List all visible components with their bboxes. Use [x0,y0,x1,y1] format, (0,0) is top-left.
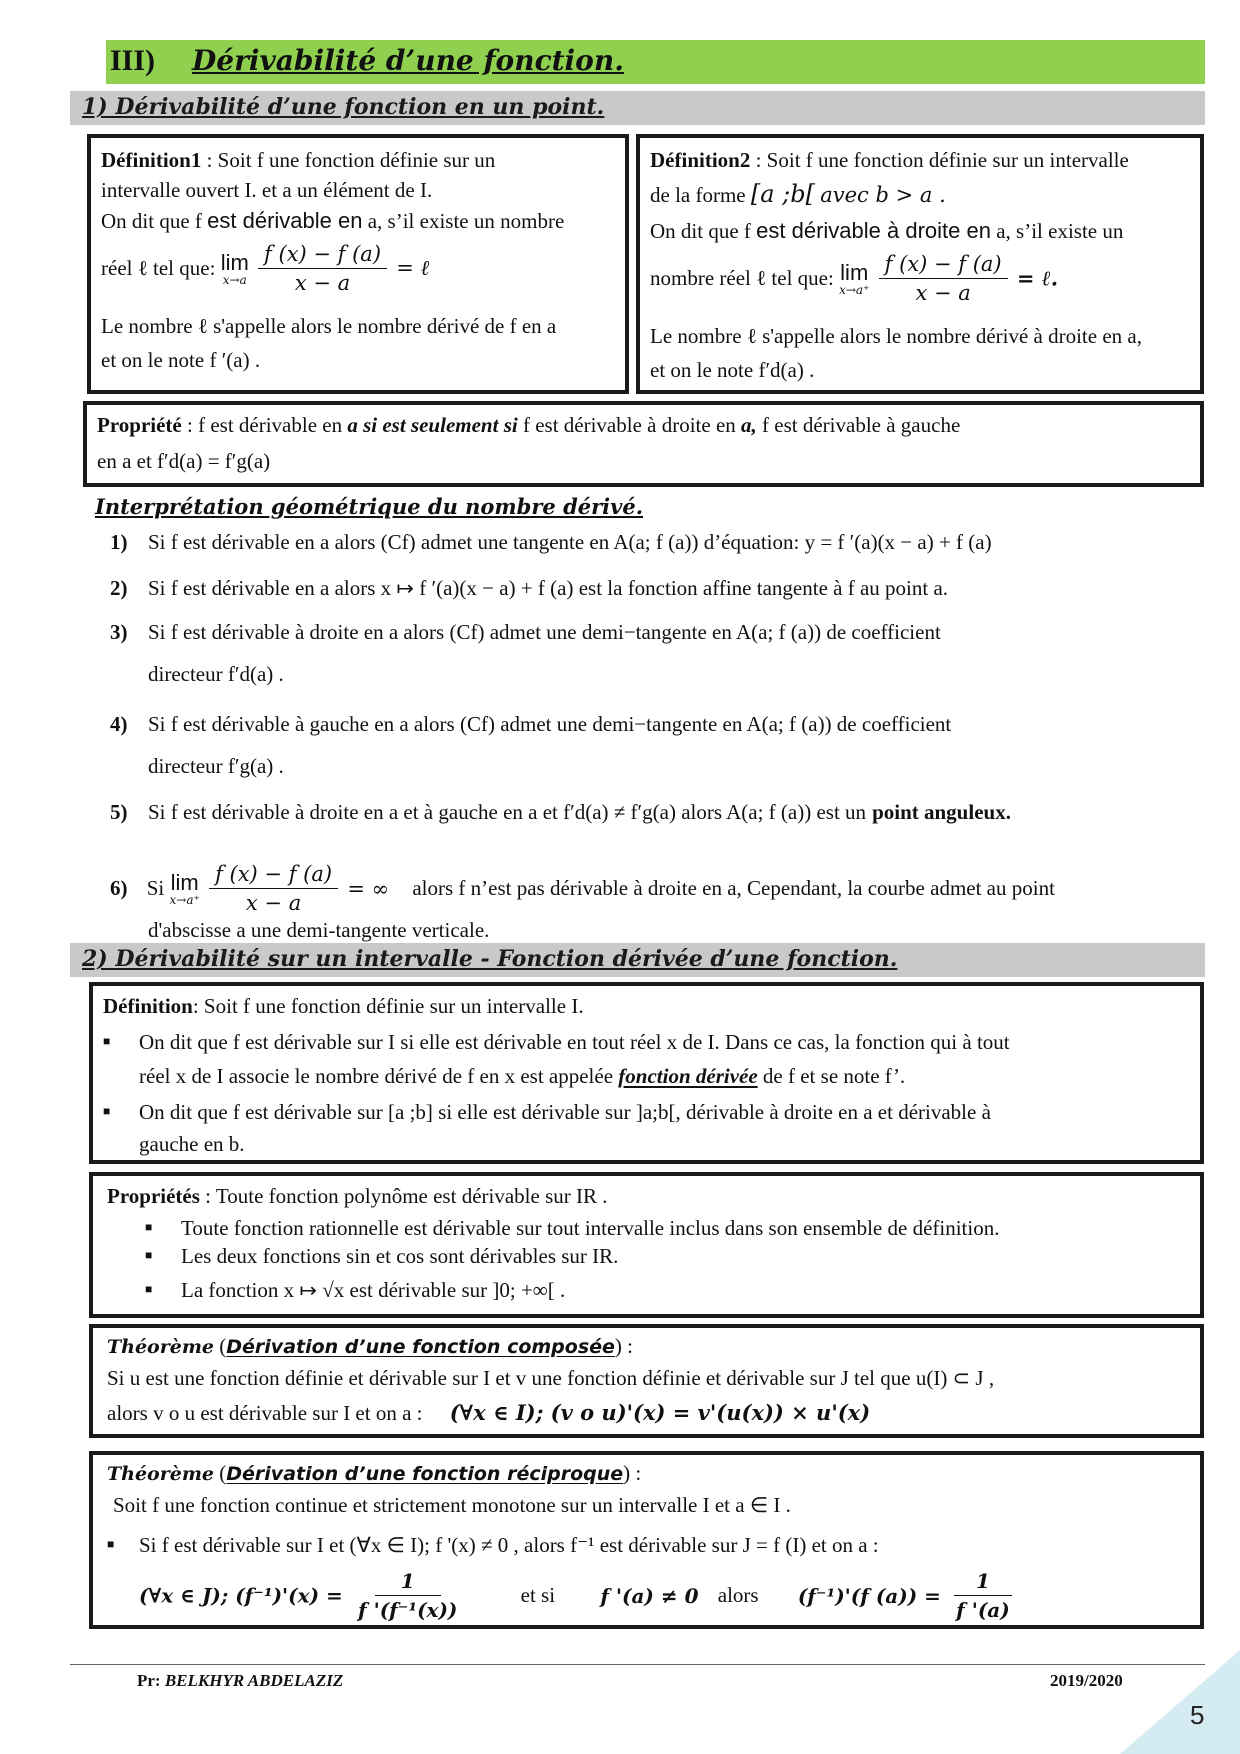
chapter-header [106,40,1205,84]
theorem-2-title: Dérivation d’une fonction réciproque [226,1463,624,1485]
page-number: 5 [1190,1700,1205,1730]
theorem-1-label: Théorème [107,1336,215,1358]
section-1-bar [70,91,1205,125]
footer-year: 2019/2020 [1050,1671,1123,1690]
item-text: directeur f′g(a) . [148,754,284,778]
interpretation-item [110,662,284,687]
property-2-bullet-3: La fonction x ↦ √x est dérivable sur ]0; +∞[ . [181,1278,566,1302]
definition-2-line-3c: a, s’il existe un [990,219,1124,243]
item-number: 5) [110,800,128,824]
theorem-2-alors: alors [717,1583,759,1607]
fraction-denominator: x − a [294,271,351,295]
definition-3-line-1: : Soit f une fonction définie sur un intervalle I. [192,994,584,1018]
definition-2-line-3b: est dérivable à droite en [756,218,991,243]
item-6-equals: = ∞ [347,876,390,901]
definition-2-line-2c: avec b > a . [820,183,946,207]
bullet-icon: ■ [103,1034,111,1048]
bullet-icon: ■ [145,1248,153,1262]
item-6-rest: alors f n’est pas dérivable à droite en a, Cependant, la courbe admet au point [412,876,1055,900]
interpretation-item [110,712,951,737]
footer-author-prefix: Pr: [137,1671,161,1690]
item-6-lim [169,869,200,907]
fraction-numerator: 1 [954,1569,1012,1596]
definition-1-line-6: et on le note f ′(a) . [101,348,261,372]
theorem-2-line-2: Si f est dérivable sur I et (∀x ∈ I); f '(x) ≠ 0 , alors f⁻¹ est dérivable sur J = f (I) et on a : [139,1533,879,1557]
theorem-1-box: Théorème (Dérivation d’une fonction composée) : Si u est une fonction définie et dérivable sur I et v une fonction définie et dérivable sur J tel que u(I) ⊂ J , alors v o u est dérivable sur I et on a : (∀x ∈ I); (v o u)'(x) = v'(u(x)) × u'(x) [89,1324,1204,1438]
property-1-line-1d: a, [741,413,757,437]
lim-subscript: x→a⁺ [839,282,870,297]
definition-1-label: Définition1 [101,148,202,172]
definition-2-interval: [a ;b[ [750,180,815,208]
chapter-title: Dérivabilité d’une fonction. [192,44,624,77]
fraction-denominator: f '(a) [956,1598,1010,1622]
interpretation-item [110,530,992,555]
item-text: Si f est dérivable à droite en a et à gauche en a et f′d(a) ≠ f′g(a) alors A(a; f (a)) est un [148,800,867,824]
item-6-number: 6) [110,876,128,900]
theorem-2-fraction-1 [352,1569,463,1622]
item-text: directeur f′d(a) . [148,662,284,686]
definition-1-line-1: : Soit f une fonction définie sur un [206,148,496,172]
item-number: 2) [110,576,128,600]
item-text: Si f est dérivable à droite en a alors (Cf) admet une demi−tangente en A(a; f (a)) de coefficient [148,620,941,644]
fraction-denominator: x − a [245,891,302,915]
footer-author: BELKHYR ABDELAZIZ [164,1671,344,1690]
lim-label: lim [170,869,199,895]
interpretation-item [110,800,866,825]
bullet-icon: ■ [145,1282,153,1296]
definition-2-line-2a: de la forme [650,183,746,207]
theorem-2-fraction-2 [950,1569,1016,1622]
fraction-denominator: f '(f⁻¹(x)) [358,1598,458,1622]
definition-1-line-4: réel ℓ tel que: [101,256,216,280]
fraction-numerator: f (x) − f (a) [879,252,1008,279]
property-1-line-1e: f est dérivable à gauche [762,413,961,437]
definition-1-line-3c: a, s’il existe un nombre [362,209,565,233]
theorem-2-box: Théorème (Dérivation d’une fonction réciproque) : Soit f une fonction continue et strictement monotone sur un intervalle I et a ∈ I . ■ Si f est dérivable sur I et (∀x ∈ I); f '(x) ≠ 0 , alors f⁻¹ est dérivable sur J = f (I) et on a : (∀x ∈ J); (f⁻¹)'(x) = $\frac{1}{\text{f '(f⁻¹(x))}}$ et si f '(a) ≠ 0 alors (f⁻¹)'(f (a)) = $\frac{1}{f '(a)}$ [89,1451,1204,1629]
property-1-line-1a: : f est dérivable en [187,413,343,437]
definition-2-fraction [879,252,1008,305]
definition-1-equals: = ℓ [396,256,430,280]
interpretation-item [110,754,284,779]
item-number: 4) [110,712,128,736]
section-2-bar [70,943,1205,977]
definition-3-bullet-1-line-1: On dit que f est dérivable sur I si elle est dérivable en tout réel x de I. Dans ce cas, la fonction qui à tout [139,1030,1010,1054]
definition-1-line-2: intervalle ouvert I. et a un élément de I. [101,178,433,202]
theorem-1-line-1: Si u est une fonction définie et dérivable sur I et v une fonction définie et dérivable sur J tel que u(I) ⊂ J , [107,1366,995,1390]
definition-3-box [89,982,1204,1164]
property-1-line-1c: f est dérivable à droite en [522,413,736,437]
footer-rule [70,1664,1205,1665]
item-text: Si f est dérivable à gauche en a alors (Cf) admet une demi−tangente en A(a; f (a)) de coefficient [148,712,952,736]
item-number: 1) [110,530,128,554]
definition-1-fraction [258,242,387,295]
definition-1-line-5: Le nombre ℓ s'appelle alors le nombre dérivé de f en a [101,314,557,338]
property-2-bullet-2: Les deux fonctions sin et cos sont dérivables sur IR. [181,1244,619,1268]
definition-2-line-5: Le nombre ℓ s'appelle alors le nombre dérivé à droite en a, [650,324,1142,348]
item-text: Si f est dérivable en a alors (Cf) admet une tangente en A(a; f (a)) d’équation: y = f ′(a)(x − a) + f (a) [148,530,992,554]
definition-1-line-3a: On dit que f [101,209,208,233]
item-6-si: Si [146,876,165,900]
property-2-bullet-1: Toute fonction rationnelle est dérivable sur tout intervalle inclus dans son ensemble de définition. [181,1216,1000,1240]
page-corner-shape [1120,1650,1240,1754]
definition-2-equals: = ℓ. [1016,265,1059,291]
definition-2-line-6: et on le note f′d(a) . [650,358,815,382]
interpretation-item [110,620,941,645]
item-number: 3) [110,620,128,644]
property-1-line-2: en a et f′d(a) = f′g(a) [97,449,271,473]
definition-3-bullet-1-line-2a: réel x de I associe le nombre dérivé de f en x est appelée [139,1064,614,1088]
definition-2-lim [839,259,870,297]
theorem-2-condition: f '(a) ≠ 0 [600,1583,699,1608]
theorem-2-et-si: et si [520,1583,556,1607]
definition-2-line-4: nombre réel ℓ tel que: [650,266,834,290]
interpretation-item [110,576,948,601]
definition-2-line-1: : Soit f une fonction définie sur un intervalle [755,148,1129,172]
theorem-2-formula-2: (f⁻¹)'(f (a)) = [797,1583,941,1608]
interpretation-item [872,800,1011,825]
lim-label: lim [840,259,869,285]
lim-label: lim [220,249,249,275]
theorem-2-label: Théorème [107,1463,215,1485]
lim-subscript: x→a⁺ [169,892,200,907]
bullet-icon: ■ [145,1220,153,1234]
section-1-title: 1) Dérivabilité d’une fonction en un point. [82,94,605,120]
theorem-2-line-1: Soit f une fonction continue et strictement monotone sur un intervalle I et a ∈ I . [113,1493,791,1517]
property-1-label: Propriété [97,413,182,437]
property-1-box [83,401,1204,487]
property-1-line-1b: a si est seulement si [347,413,518,437]
bullet-icon: ■ [103,1104,111,1118]
fraction-numerator: 1 [375,1569,441,1596]
item-text: Si f est dérivable en a alors x ↦ f ′(a)(x − a) + f (a) est la fonction affine tangente à f au point a. [148,576,949,600]
definition-1-line-3b: est dérivable en [207,208,363,233]
property-2-box [89,1172,1204,1318]
definition-3-bullet-2-line-1: On dit que f est dérivable sur [a ;b] si elle est dérivable sur ]a;b[, dérivable à droite en a et dérivable à [139,1100,991,1124]
definition-3-bullet-1-line-2c: de f et se note f’. [762,1064,906,1088]
item-6-line-2: d'abscisse a une demi-tangente verticale. [148,918,490,942]
definition-1-lim [220,249,249,287]
theorem-1-line-2a: alors v o u est dérivable sur I et on a : [107,1401,423,1425]
definition-3-derived-function: fonction dérivée [618,1064,758,1088]
fraction-numerator: f (x) − f (a) [209,862,338,889]
bullet-icon: ■ [107,1537,115,1551]
property-2-line-1: : Toute fonction polynôme est dérivable sur IR . [205,1184,608,1208]
theorem-1-formula: (∀x ∈ I); (v o u)'(x) = v'(u(x)) × u'(x) [449,1400,871,1425]
item-text: point anguleux. [872,800,1011,824]
definition-2-label: Définition2 [650,148,751,172]
item-6-fraction [209,862,338,915]
property-2-label: Propriétés [107,1184,200,1208]
definition-2-box [636,134,1204,394]
definition-2-line-3a: On dit que f [650,219,757,243]
interpretation-title: Interprétation géométrique du nombre dérivé. [95,494,644,519]
theorem-1-title: Dérivation d’une fonction composée [226,1336,615,1358]
chapter-number: III) [110,44,156,77]
fraction-denominator: x − a [915,281,971,305]
section-2-title: 2) Dérivabilité sur un intervalle - Fonction dérivée d’une fonction. [82,946,898,972]
theorem-2-formula-1: (∀x ∈ J); (f⁻¹)'(x) = [139,1583,343,1608]
definition-3-label: Définition [103,994,193,1018]
definition-3-bullet-2-line-2: gauche en b. [139,1132,245,1156]
fraction-numerator: f (x) − f (a) [258,242,387,269]
lim-subscript: x→a [222,272,247,287]
definition-1-box [87,134,629,394]
